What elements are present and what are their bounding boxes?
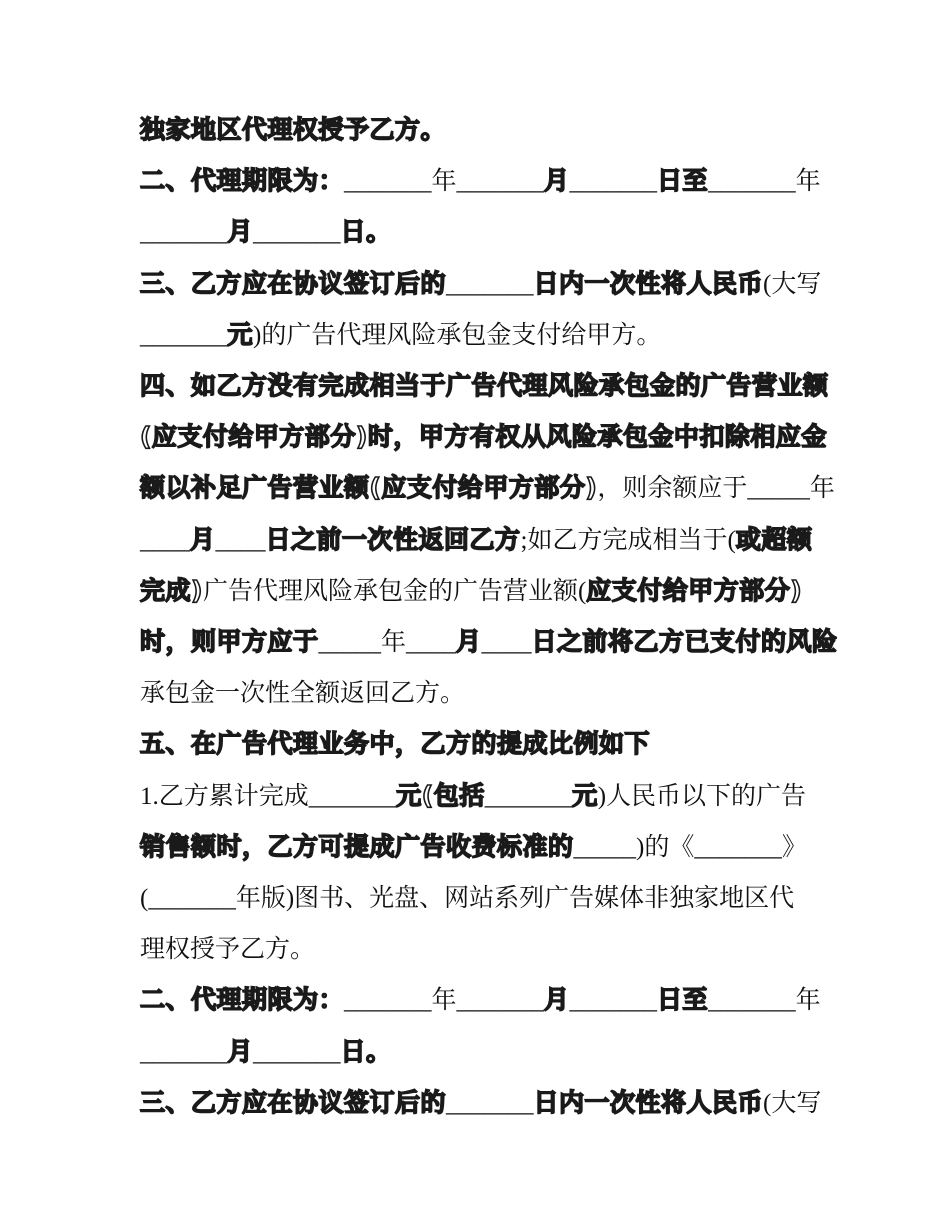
text-segment: ;如乙方完成相当于( (520, 526, 736, 554)
text-segment: ____ (215, 526, 266, 554)
text-segment: _______ (569, 168, 658, 196)
text-segment: (应支付给甲方部分)时，甲方有权从风险承包金中扣除相应金 (140, 422, 827, 452)
text-line (140, 779, 806, 814)
text-line (140, 727, 650, 761)
text-segment: 日至 (657, 166, 709, 196)
text-segment: (大写 (763, 270, 822, 298)
text-line (140, 215, 392, 250)
text-segment: 元(包括 (396, 780, 485, 810)
text-segment: 完成) (140, 575, 203, 605)
text-line (140, 983, 821, 1018)
text-segment: 或超额 (735, 524, 813, 554)
text-line (140, 676, 465, 711)
document-page (140, 0, 838, 1229)
text-segment: 月 (227, 1036, 254, 1066)
text-segment: 二、代理期限为： (140, 166, 345, 196)
text-segment: _______ (140, 219, 228, 247)
text-segment: 日之前一次性返回乙方 (265, 524, 521, 554)
text-segment: _____)的《_______》 (573, 833, 807, 861)
text-line (140, 523, 812, 558)
text-segment: ，则余额应于_____年 (597, 475, 835, 503)
text-segment: 三、乙方应在协议签订后的 (140, 268, 447, 298)
text-line (140, 932, 315, 967)
text-line (140, 881, 794, 916)
text-segment: 元 (227, 319, 254, 349)
text-segment: 承包金一次性全额返回乙方。 (140, 680, 466, 708)
text-segment: _______年_______ (344, 168, 545, 196)
text-segment: 四、如乙方没有完成相当于广告代理风险承包金的广告营业额 (140, 371, 829, 400)
text-segment: 日内一次性将人民币 (533, 1087, 764, 1117)
text-segment: _______ (484, 782, 573, 810)
text-segment: _______年 (708, 168, 821, 196)
text-segment: 二、代理期限为： (140, 985, 345, 1015)
text-segment: 1.乙方累计完成_______ (140, 782, 397, 810)
text-line (140, 267, 821, 302)
text-line (140, 113, 446, 147)
text-segment: 理权授予乙方。 (140, 936, 316, 964)
text-segment: )的广告代理风险承包金支付给甲方。 (253, 321, 662, 349)
text-segment: 月 (190, 524, 216, 554)
text-segment: 日内一次性将人民币 (533, 268, 764, 298)
text-segment: _____年____ (318, 629, 457, 656)
text-segment: 月 (227, 217, 254, 247)
text-segment: ____ (481, 629, 532, 656)
text-segment: (_______年版)图书、光盘、网站系列广告媒体非独家地区代 (140, 885, 795, 912)
text-segment: _______年_______ (344, 987, 545, 1015)
text-line (140, 625, 838, 660)
text-segment: _______ (446, 1089, 534, 1117)
text-segment: 日之前将乙方已支付的风险 (531, 627, 838, 656)
text-line (140, 1035, 392, 1070)
text-segment: _______ (140, 1038, 228, 1066)
text-segment: ____ (140, 526, 190, 554)
text-segment: _______ (140, 321, 228, 349)
text-segment: 销售额时，乙方可提成广告收费标准的 (140, 831, 574, 861)
text-segment: _______ (569, 987, 658, 1015)
text-segment: 月 (544, 985, 570, 1015)
text-segment: 三、乙方应在协议签订后的 (140, 1087, 447, 1117)
text-line (140, 369, 829, 403)
text-segment: _______ (253, 1038, 341, 1066)
text-line (140, 318, 661, 353)
text-line (140, 164, 821, 199)
text-line (140, 420, 827, 454)
text-segment: 日。 (340, 1036, 392, 1066)
text-segment: _______年 (708, 987, 821, 1015)
text-segment: 五、在广告代理业务中，乙方的提成比例如下 (140, 729, 651, 759)
text-line (140, 574, 802, 609)
text-segment: 日至 (657, 985, 709, 1015)
text-line (140, 830, 807, 865)
text-segment: _______ (253, 219, 341, 247)
text-segment: 月 (544, 166, 570, 196)
text-segment: 元 (572, 780, 598, 810)
text-line (140, 1086, 821, 1121)
text-segment: 广告代理风险承包金的广告营业额( (202, 577, 587, 605)
text-segment: (大写 (763, 1089, 822, 1117)
text-segment: 时，则甲方应于 (140, 627, 319, 656)
text-segment: 独家地区代理权授予乙方。 (140, 115, 447, 144)
text-segment: 额以补足广告营业额(应支付给甲方部分) (140, 473, 598, 503)
text-line (140, 471, 835, 506)
text-segment: _______ (446, 270, 534, 298)
text-segment: 月 (456, 627, 482, 656)
text-segment: )人民币以下的广告 (597, 782, 807, 810)
text-segment: 应支付给甲方部分) (586, 575, 803, 605)
text-segment: 日。 (340, 217, 392, 247)
